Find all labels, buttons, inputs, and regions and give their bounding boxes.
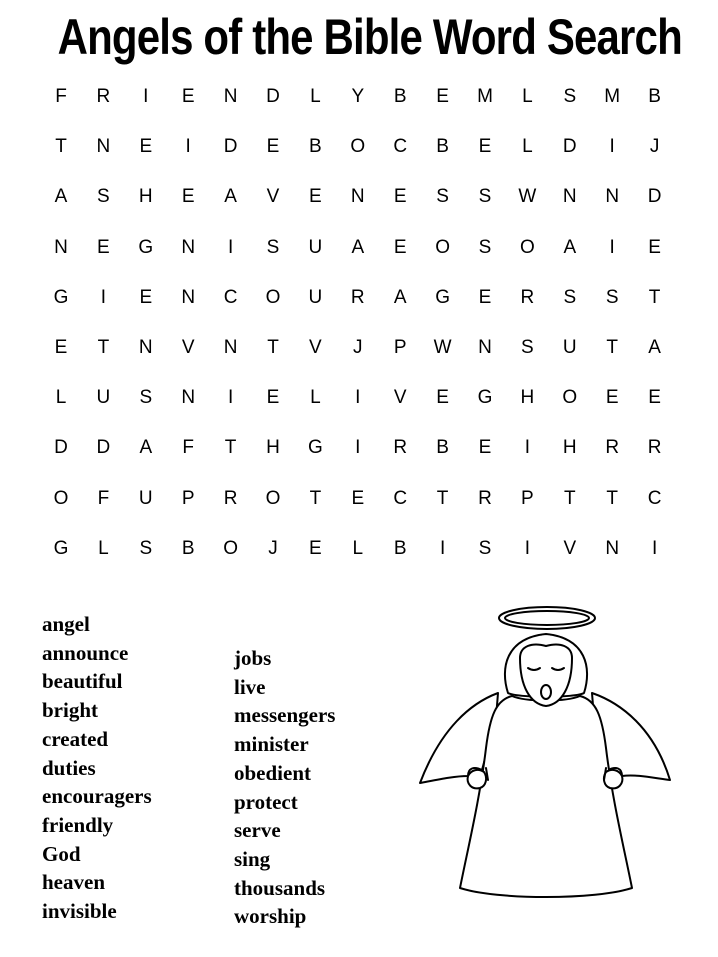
grid-letter: T [55,136,67,158]
word-list-item: invisible [42,899,117,924]
grid-letter: P [181,487,195,509]
grid-letter: W [433,337,452,358]
grid-letter: E [393,186,407,208]
grid-letter: D [223,136,238,158]
grid-letter: S [563,286,577,308]
grid-letter: E [181,186,195,208]
grid-letter: T [309,487,322,509]
grid-letter: A [54,186,68,208]
grid-letter: N [350,186,365,208]
grid-letter: I [609,236,615,258]
grid-letter: T [97,337,110,358]
grid-letter: A [139,437,153,459]
grid-letter: L [352,537,364,559]
word-list-column-1 [42,610,152,926]
grid-letter: C [393,487,408,509]
grid-letter: R [478,487,492,509]
grid-letter: I [227,387,234,409]
grid-letter: A [393,286,407,308]
grid-letter: O [265,487,281,509]
grid-letter: T [267,337,279,358]
grid-letter: N [181,286,196,308]
word-list-column-2 [234,644,335,931]
grid-letter: M [604,86,621,107]
grid-letter: G [435,286,450,308]
grid-letter: B [181,537,195,559]
grid-letter: I [355,387,361,409]
grid-letter: R [647,437,662,459]
grid-letter: I [100,286,107,308]
grid-letter: D [54,437,68,459]
grid-letter: G [308,437,323,459]
word-list-item: encouragers [42,784,152,809]
grid-letter: U [96,387,111,409]
grid-letter: E [139,286,153,308]
grid-letter: V [393,387,407,409]
grid-letter: B [393,86,407,107]
grid-letter: J [268,537,278,559]
grid-letter: R [223,487,238,509]
grid-letter: R [96,86,111,107]
page-title: Angels of the Bible Word Search [57,9,682,65]
grid-letter: G [477,387,493,409]
grid-letter: E [648,387,661,409]
grid-letter: S [563,86,577,107]
word-list-item: angel [42,612,90,636]
grid-letter: U [138,487,153,509]
grid-letter: S [266,236,280,258]
grid-letter: T [563,487,576,509]
grid-letter: U [308,286,323,308]
grid-letter: H [138,186,153,208]
grid-letter: I [227,236,234,258]
grid-letter: E [309,186,322,208]
grid-letter: I [524,537,531,559]
grid-letter: L [55,387,67,409]
word-list-item: friendly [42,812,114,837]
grid-letter: S [605,286,619,308]
grid-letter: S [478,186,492,208]
grid-letter: V [309,337,322,358]
grid-letter: G [53,537,69,559]
grid-letter: D [266,86,280,107]
grid-letter: V [563,537,577,559]
grid-letter: E [266,136,280,158]
angel-left-hand [468,770,486,788]
grid-letter: T [648,286,661,308]
word-list-item: jobs [234,646,272,670]
grid-letter: R [393,437,408,459]
grid-letter: Y [351,86,365,107]
grid-letter: L [522,136,533,158]
word-list-item: heaven [42,870,105,895]
word-list-item: created [42,726,109,751]
grid-letter: J [649,136,660,158]
grid-letter: E [436,86,449,107]
grid-letter: N [138,337,153,358]
grid-letter: A [351,236,365,258]
grid-letter: N [181,236,196,258]
grid-letter: R [605,437,620,459]
grid-letter: T [224,437,237,459]
grid-letter: V [266,186,280,208]
grid-letter: N [54,236,68,258]
grid-letter: D [96,437,111,459]
grid-letter: N [223,337,238,358]
grid-letter: H [266,437,280,459]
grid-letter: N [605,537,620,559]
grid-letter: N [478,337,492,358]
grid-letter: C [647,487,662,509]
grid-letter: E [393,236,407,258]
grid-letter: E [351,487,365,509]
grid-letter: E [605,387,619,409]
grid-letter: H [562,437,577,459]
grid-letter: S [139,537,153,559]
grid-letter: F [182,437,194,459]
word-list-item: worship [234,904,307,929]
grid-letter: N [605,186,620,208]
grid-letter: S [478,236,492,258]
grid-letter: E [54,337,68,358]
grid-letter: N [96,136,111,158]
angel-icon [416,598,676,908]
grid-letter: P [521,487,534,509]
grid-letter: M [477,86,493,107]
grid-letter: U [562,337,577,358]
angel-right-hand [604,770,622,788]
grid-letter: D [562,136,577,158]
grid-letter: V [181,337,195,358]
grid-letter: S [139,387,153,409]
word-list-item: protect [234,789,298,814]
word-list-item: messengers [234,703,336,728]
grid-letter: N [181,387,196,409]
grid-letter: B [436,136,449,158]
grid-letter: F [55,86,67,107]
word-list-item: thousands [234,875,326,900]
grid-letter: L [522,86,533,107]
word-list-item: bright [42,698,99,723]
grid-letter: O [562,387,578,409]
grid-letter: G [53,286,69,308]
grid-letter: O [53,487,69,509]
grid-letter: C [393,136,408,158]
grid-letter: N [562,186,577,208]
grid-letter: B [648,86,661,107]
grid-letter: E [309,537,322,559]
word-list-item: sing [234,846,271,871]
grid-letter: T [606,337,618,358]
grid-letter: I [651,537,658,559]
grid-letter: E [648,236,661,258]
grid-letter: R [520,286,535,308]
grid-letter: S [478,537,492,559]
grid-letter: C [223,286,238,308]
word-list-item: duties [42,755,96,780]
word-list-item: announce [42,640,129,665]
grid-letter: F [97,487,110,509]
grid-letter: T [606,487,618,509]
word-list-item: beautiful [42,669,123,694]
grid-letter: U [308,236,323,258]
grid-letter: O [435,236,450,258]
grid-letter: I [355,437,361,459]
grid-letter: O [520,236,535,258]
grid-letter: B [393,537,407,559]
word-list-item: obedient [234,760,312,785]
grid-letter: E [97,236,110,258]
grid-letter: E [478,437,492,459]
grid-letter: O [223,537,238,559]
grid-letter: B [436,437,449,459]
grid-letter: I [185,136,191,158]
grid-letter: O [350,136,366,158]
grid-letter: I [609,136,615,158]
grid-letter: L [98,537,109,559]
grid-letter: S [436,186,449,208]
grid-letter: A [224,186,237,208]
grid-letter: E [266,387,280,409]
grid-letter: H [520,387,535,409]
grid-letter: N [223,86,238,107]
grid-letter: D [647,186,662,208]
grid-letter: I [439,537,446,559]
word-list-item: live [234,674,266,699]
grid-letter: R [350,286,365,308]
grid-letter: L [310,387,321,409]
grid-letter: A [648,337,661,358]
grid-letter: L [310,86,321,107]
grid-letter: A [563,236,577,258]
grid-letter: T [436,487,449,509]
word-list-item: serve [234,818,281,843]
grid-letter: S [97,186,110,208]
grid-letter: P [393,337,407,358]
word-list-item: God [42,841,81,866]
word-list-item: minister [234,732,309,757]
grid-letter: E [478,136,492,158]
grid-letter: I [143,86,149,107]
grid-letter: B [309,136,322,158]
grid-letter: E [181,86,195,107]
grid-letter: I [524,437,531,459]
grid-letter: E [478,286,492,308]
grid-letter: G [138,236,154,258]
grid-letter: S [521,337,534,358]
grid-letter: W [518,186,537,208]
grid-letter: E [436,387,449,409]
grid-letter: O [265,286,281,308]
grid-letter: E [139,136,153,158]
grid-letter: J [353,337,363,358]
